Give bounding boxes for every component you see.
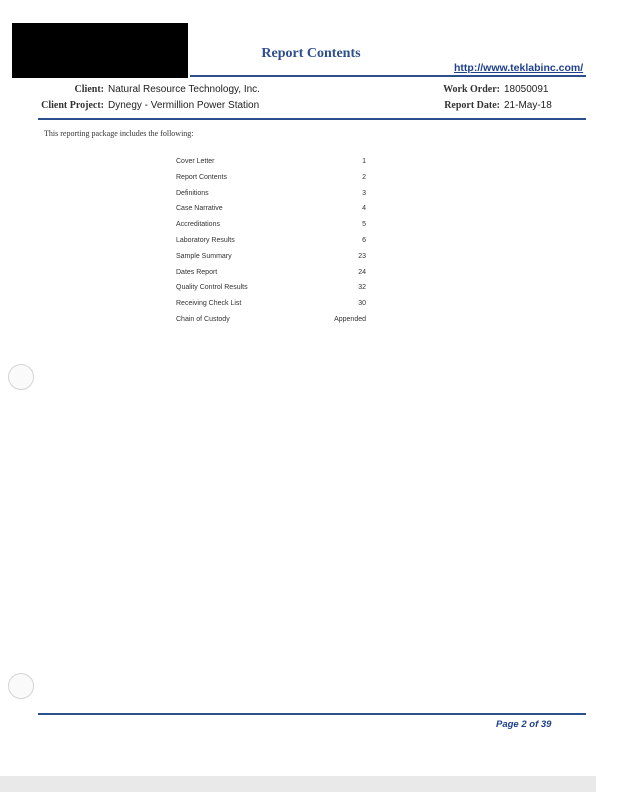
contents-item-page: 32: [358, 284, 366, 292]
contents-row: [176, 316, 366, 332]
contents-row: [176, 221, 366, 237]
client-project-value: Dynegy - Vermillion Power Station: [108, 100, 260, 111]
contents-row: [176, 174, 366, 190]
work-order-value: 18050091: [504, 84, 549, 95]
contents-item-name: Report Contents: [176, 173, 227, 181]
contents-item-name: Cover Letter: [176, 158, 215, 165]
contents-item-page: 4: [362, 205, 366, 213]
contents-row: [176, 158, 366, 174]
contents-item-page: 30: [358, 300, 366, 308]
contents-row: [176, 253, 366, 269]
contents-item-page: 6: [362, 236, 366, 244]
contents-item-name: Sample Summary: [176, 252, 232, 260]
report-date-label: Report Date:: [444, 100, 500, 111]
work-order-label: Work Order:: [443, 84, 500, 95]
contents-row: [176, 237, 366, 253]
client-label: Client:: [74, 84, 104, 95]
contents-item-name: Accreditations: [176, 221, 220, 229]
footer-divider: [38, 713, 586, 715]
contents-item-page: 1: [362, 158, 366, 165]
page-title: Report Contents: [261, 46, 361, 61]
intro-text: This reporting package includes the following:: [44, 129, 194, 138]
contents-item-page: 23: [358, 252, 366, 260]
contents-item-name: Dates Report: [176, 268, 218, 276]
client-value: Natural Resource Technology, Inc.: [108, 84, 260, 95]
redaction-block: [12, 23, 188, 78]
meta-divider: [38, 118, 586, 120]
contents-row: [176, 205, 366, 221]
contents-item-name: Laboratory Results: [176, 236, 235, 244]
contents-list: [176, 158, 366, 332]
contents-item-name: Quality Control Results: [176, 284, 248, 292]
contents-row: [176, 190, 366, 206]
report-date-value: 21-May-18: [504, 100, 552, 111]
punch-hole-icon: [8, 364, 34, 390]
contents-item-page: 24: [358, 268, 366, 276]
contents-row: [176, 284, 366, 300]
punch-hole-icon: [8, 673, 34, 699]
contents-item-name: Definitions: [176, 189, 209, 197]
contents-item-name: Receiving Check List: [176, 300, 242, 308]
lab-website-link[interactable]: http://www.teklabinc.com/: [454, 62, 584, 74]
contents-row: [176, 300, 366, 316]
contents-item-page: Appended: [334, 315, 366, 323]
contents-item-page: 2: [362, 173, 366, 181]
contents-item-name: Chain of Custody: [176, 315, 230, 323]
contents-item-name: Case Narrative: [176, 205, 223, 213]
scan-edge: [0, 776, 596, 792]
client-project-label: Client Project:: [41, 100, 104, 111]
contents-row: [176, 269, 366, 285]
page-number: Page 2 of 39: [496, 719, 552, 730]
contents-item-page: 5: [362, 221, 366, 229]
contents-item-page: 3: [362, 189, 366, 197]
header-divider: [190, 75, 586, 77]
